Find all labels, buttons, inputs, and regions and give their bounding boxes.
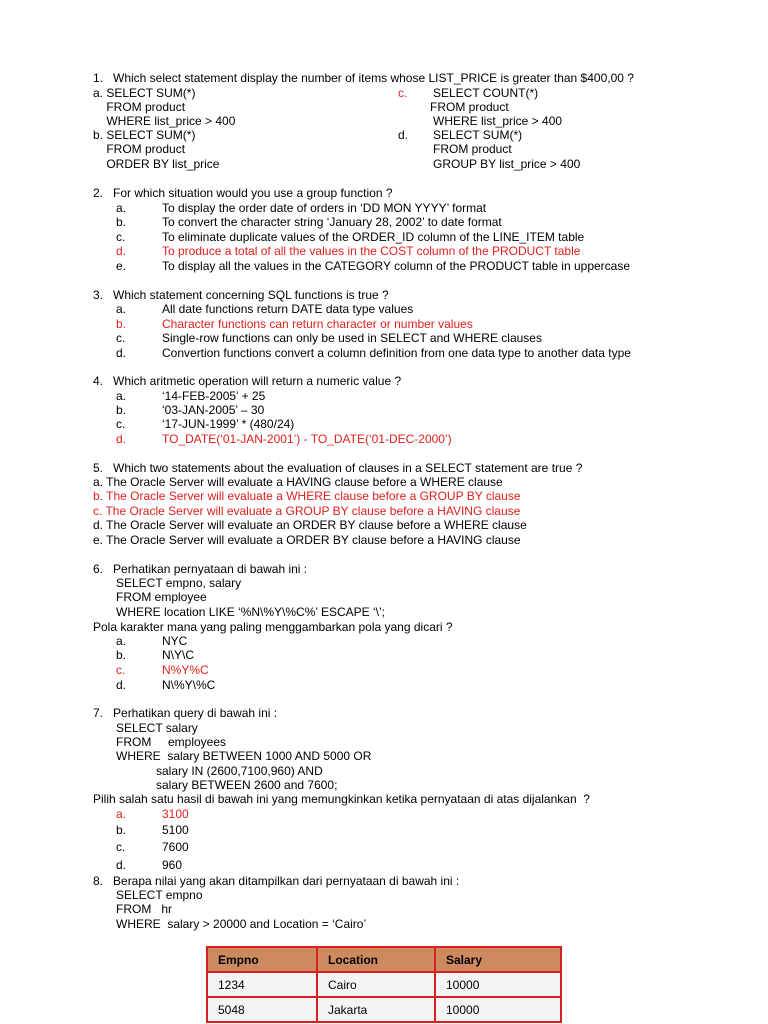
q3-option-c-text: Single-row functions can only be used in SELECT and WHERE clauses <box>162 331 542 345</box>
q1-option-b-line3: ORDER BY list_price <box>93 157 220 171</box>
q1-option-c-letter: c. <box>398 86 408 100</box>
q4-question: 4. Which aritmetic operation will return a numeric value ? <box>93 374 402 388</box>
q4-option-b-letter: b. <box>116 403 127 417</box>
q5-option-e: e. The Oracle Server will evaluate a ORDER BY clause before a HAVING clause <box>93 533 521 547</box>
table-header-location: Location <box>317 947 435 972</box>
q1-option-c-line2: FROM product <box>430 100 509 114</box>
table-cell-salary: 10000 <box>435 997 561 1022</box>
q3-option-a-text: All date functions return DATE data type values <box>162 302 414 316</box>
q6-option-a-text: NYC <box>162 634 188 648</box>
q1-option-c-line3: WHERE list_price > 400 <box>433 114 563 128</box>
table-cell-location: Jakarta <box>317 997 435 1022</box>
q2-option-b-text: To convert the character string ‘January 28, 2002’ to date format <box>162 215 502 229</box>
table-cell-salary: 10000 <box>435 972 561 997</box>
q5-option-d: d. The Oracle Server will evaluate an ORDER BY clause before a WHERE clause <box>93 518 527 532</box>
q2-option-e-letter: e. <box>116 259 127 273</box>
q1-option-d-line2: FROM product <box>433 142 512 156</box>
q1-question: 1. Which select statement display the number of items whose LIST_PRICE is greater than $400,00 ? <box>93 71 634 85</box>
q6-option-c-letter: c. <box>116 663 126 677</box>
q3-option-c-letter: c. <box>116 331 126 345</box>
q5-question: 5. Which two statements about the evaluation of clauses in a SELECT statement are true ? <box>93 461 583 475</box>
q8-code-line1: SELECT empno <box>116 888 203 902</box>
q2-option-d-letter: d. <box>116 244 127 258</box>
q2-option-b-letter: b. <box>116 215 127 229</box>
employee-table <box>206 946 562 1023</box>
q6-option-a-letter: a. <box>116 634 127 648</box>
q2-option-a-text: To display the order date of orders in ‘DD MON YYYY’ format <box>162 201 487 215</box>
q6-code-line1: SELECT empno, salary <box>116 576 242 590</box>
q5-option-b: b. The Oracle Server will evaluate a WHERE clause before a GROUP BY clause <box>93 489 521 503</box>
q7-code-line1: SELECT salary <box>116 721 198 735</box>
q6-option-c-text: N%Y%C <box>162 663 209 677</box>
q6-code-line3: WHERE location LIKE ‘%N\%Y\%C%’ ESCAPE ‘\’; <box>116 605 385 619</box>
q7-option-a-text: 3100 <box>162 807 189 821</box>
table-header-empno: Empno <box>207 947 317 972</box>
q2-option-c-text: To eliminate duplicate values of the ORDER_ID column of the LINE_ITEM table <box>162 230 585 244</box>
table-header-row <box>207 947 561 972</box>
q6-option-b-letter: b. <box>116 648 127 662</box>
q1-option-a-line1: a. SELECT SUM(*) <box>93 86 196 100</box>
q2-question: 2. For which situation would you use a group function ? <box>93 186 393 200</box>
q7-option-d-letter: d. <box>116 858 127 872</box>
table-row <box>207 972 561 997</box>
q6-option-b-text: N\Y\C <box>162 648 195 662</box>
q2-option-d-text: To produce a total of all the values in the COST column of the PRODUCT table <box>162 244 581 258</box>
q3-question: 3. Which statement concerning SQL functions is true ? <box>93 288 389 302</box>
q5-option-a: a. The Oracle Server will evaluate a HAVING clause before a WHERE clause <box>93 475 503 489</box>
q6-code-line2: FROM employee <box>116 590 207 604</box>
table-cell-location: Cairo <box>317 972 435 997</box>
q7-option-b-text: 5100 <box>162 823 189 837</box>
q6-prompt: Pola karakter mana yang paling menggambarkan pola yang dicari ? <box>93 620 453 634</box>
q7-code-line2: FROM employees <box>116 735 227 749</box>
q5-option-c: c. The Oracle Server will evaluate a GROUP BY clause before a HAVING clause <box>93 504 521 518</box>
q7-code-line4: salary IN (2600,7100,960) AND <box>116 764 323 778</box>
q8-code-line2: FROM hr <box>116 902 172 916</box>
q4-option-c-letter: c. <box>116 417 126 431</box>
q7-code-line3: WHERE salary BETWEEN 1000 AND 5000 OR <box>116 749 372 763</box>
q1-option-d-line1: SELECT SUM(*) <box>433 128 523 142</box>
q6-question: 6. Perhatikan pernyataan di bawah ini : <box>93 562 308 576</box>
q7-option-d-text: 960 <box>162 858 183 872</box>
q2-option-e-text: To display all the values in the CATEGORY column of the PRODUCT table in uppercase <box>162 259 631 273</box>
q7-option-a-letter: a. <box>116 807 127 821</box>
q1-option-a-line3: WHERE list_price > 400 <box>93 114 236 128</box>
q1-option-b-line2: FROM product <box>93 142 186 156</box>
q7-question: 7. Perhatikan query di bawah ini : <box>93 706 278 720</box>
q7-prompt: Pilih salah satu hasil di bawah ini yang memungkinkan ketika pernyataan di atas dijalankan ? <box>93 792 590 806</box>
q7-code-line5: salary BETWEEN 2600 and 7600; <box>116 778 338 792</box>
table-header-salary: Salary <box>435 947 561 972</box>
q4-option-c-text: ‘17-JUN-1999’ * (480/24) <box>162 417 295 431</box>
q8-question: 8. Berapa nilai yang akan ditampilkan dari pernyataan di bawah ini : <box>93 874 460 888</box>
q7-option-c-text: 7600 <box>162 840 189 854</box>
table-row <box>207 997 561 1022</box>
q4-option-a-text: ‘14-FEB-2005’ + 25 <box>162 389 266 403</box>
q3-option-d-text: Convertion functions convert a column definition from one data type to another data type <box>162 346 631 360</box>
q4-option-b-text: ‘03-JAN-2005’ – 30 <box>162 403 265 417</box>
q3-option-a-letter: a. <box>116 302 127 316</box>
table-cell-empno: 5048 <box>207 997 317 1022</box>
q1-option-d-letter: d. <box>398 128 409 142</box>
q1-option-b-line1: b. SELECT SUM(*) <box>93 128 196 142</box>
q4-option-a-letter: a. <box>116 389 127 403</box>
q6-option-d-letter: d. <box>116 678 127 692</box>
q3-option-d-letter: d. <box>116 346 127 360</box>
q6-option-d-text: N\%Y\%C <box>162 678 216 692</box>
q1-option-c-line1: SELECT COUNT(*) <box>433 86 539 100</box>
table-cell-empno: 1234 <box>207 972 317 997</box>
q2-option-c-letter: c. <box>116 230 126 244</box>
q3-option-b-text: Character functions can return character or number values <box>162 317 473 331</box>
q1-option-a-line2: FROM product <box>93 100 186 114</box>
q4-option-d-letter: d. <box>116 432 127 446</box>
q2-option-a-letter: a. <box>116 201 127 215</box>
q1-option-d-line3: GROUP BY list_price > 400 <box>433 157 581 171</box>
q7-option-b-letter: b. <box>116 823 127 837</box>
q8-code-line3: WHERE salary > 20000 and Location = ‘Cairo’ <box>116 917 367 931</box>
q3-option-b-letter: b. <box>116 317 127 331</box>
q7-option-c-letter: c. <box>116 840 126 854</box>
q4-option-d-text: TO_DATE(‘01-JAN-2001’) - TO_DATE(‘01-DEC-2000’) <box>162 432 452 446</box>
